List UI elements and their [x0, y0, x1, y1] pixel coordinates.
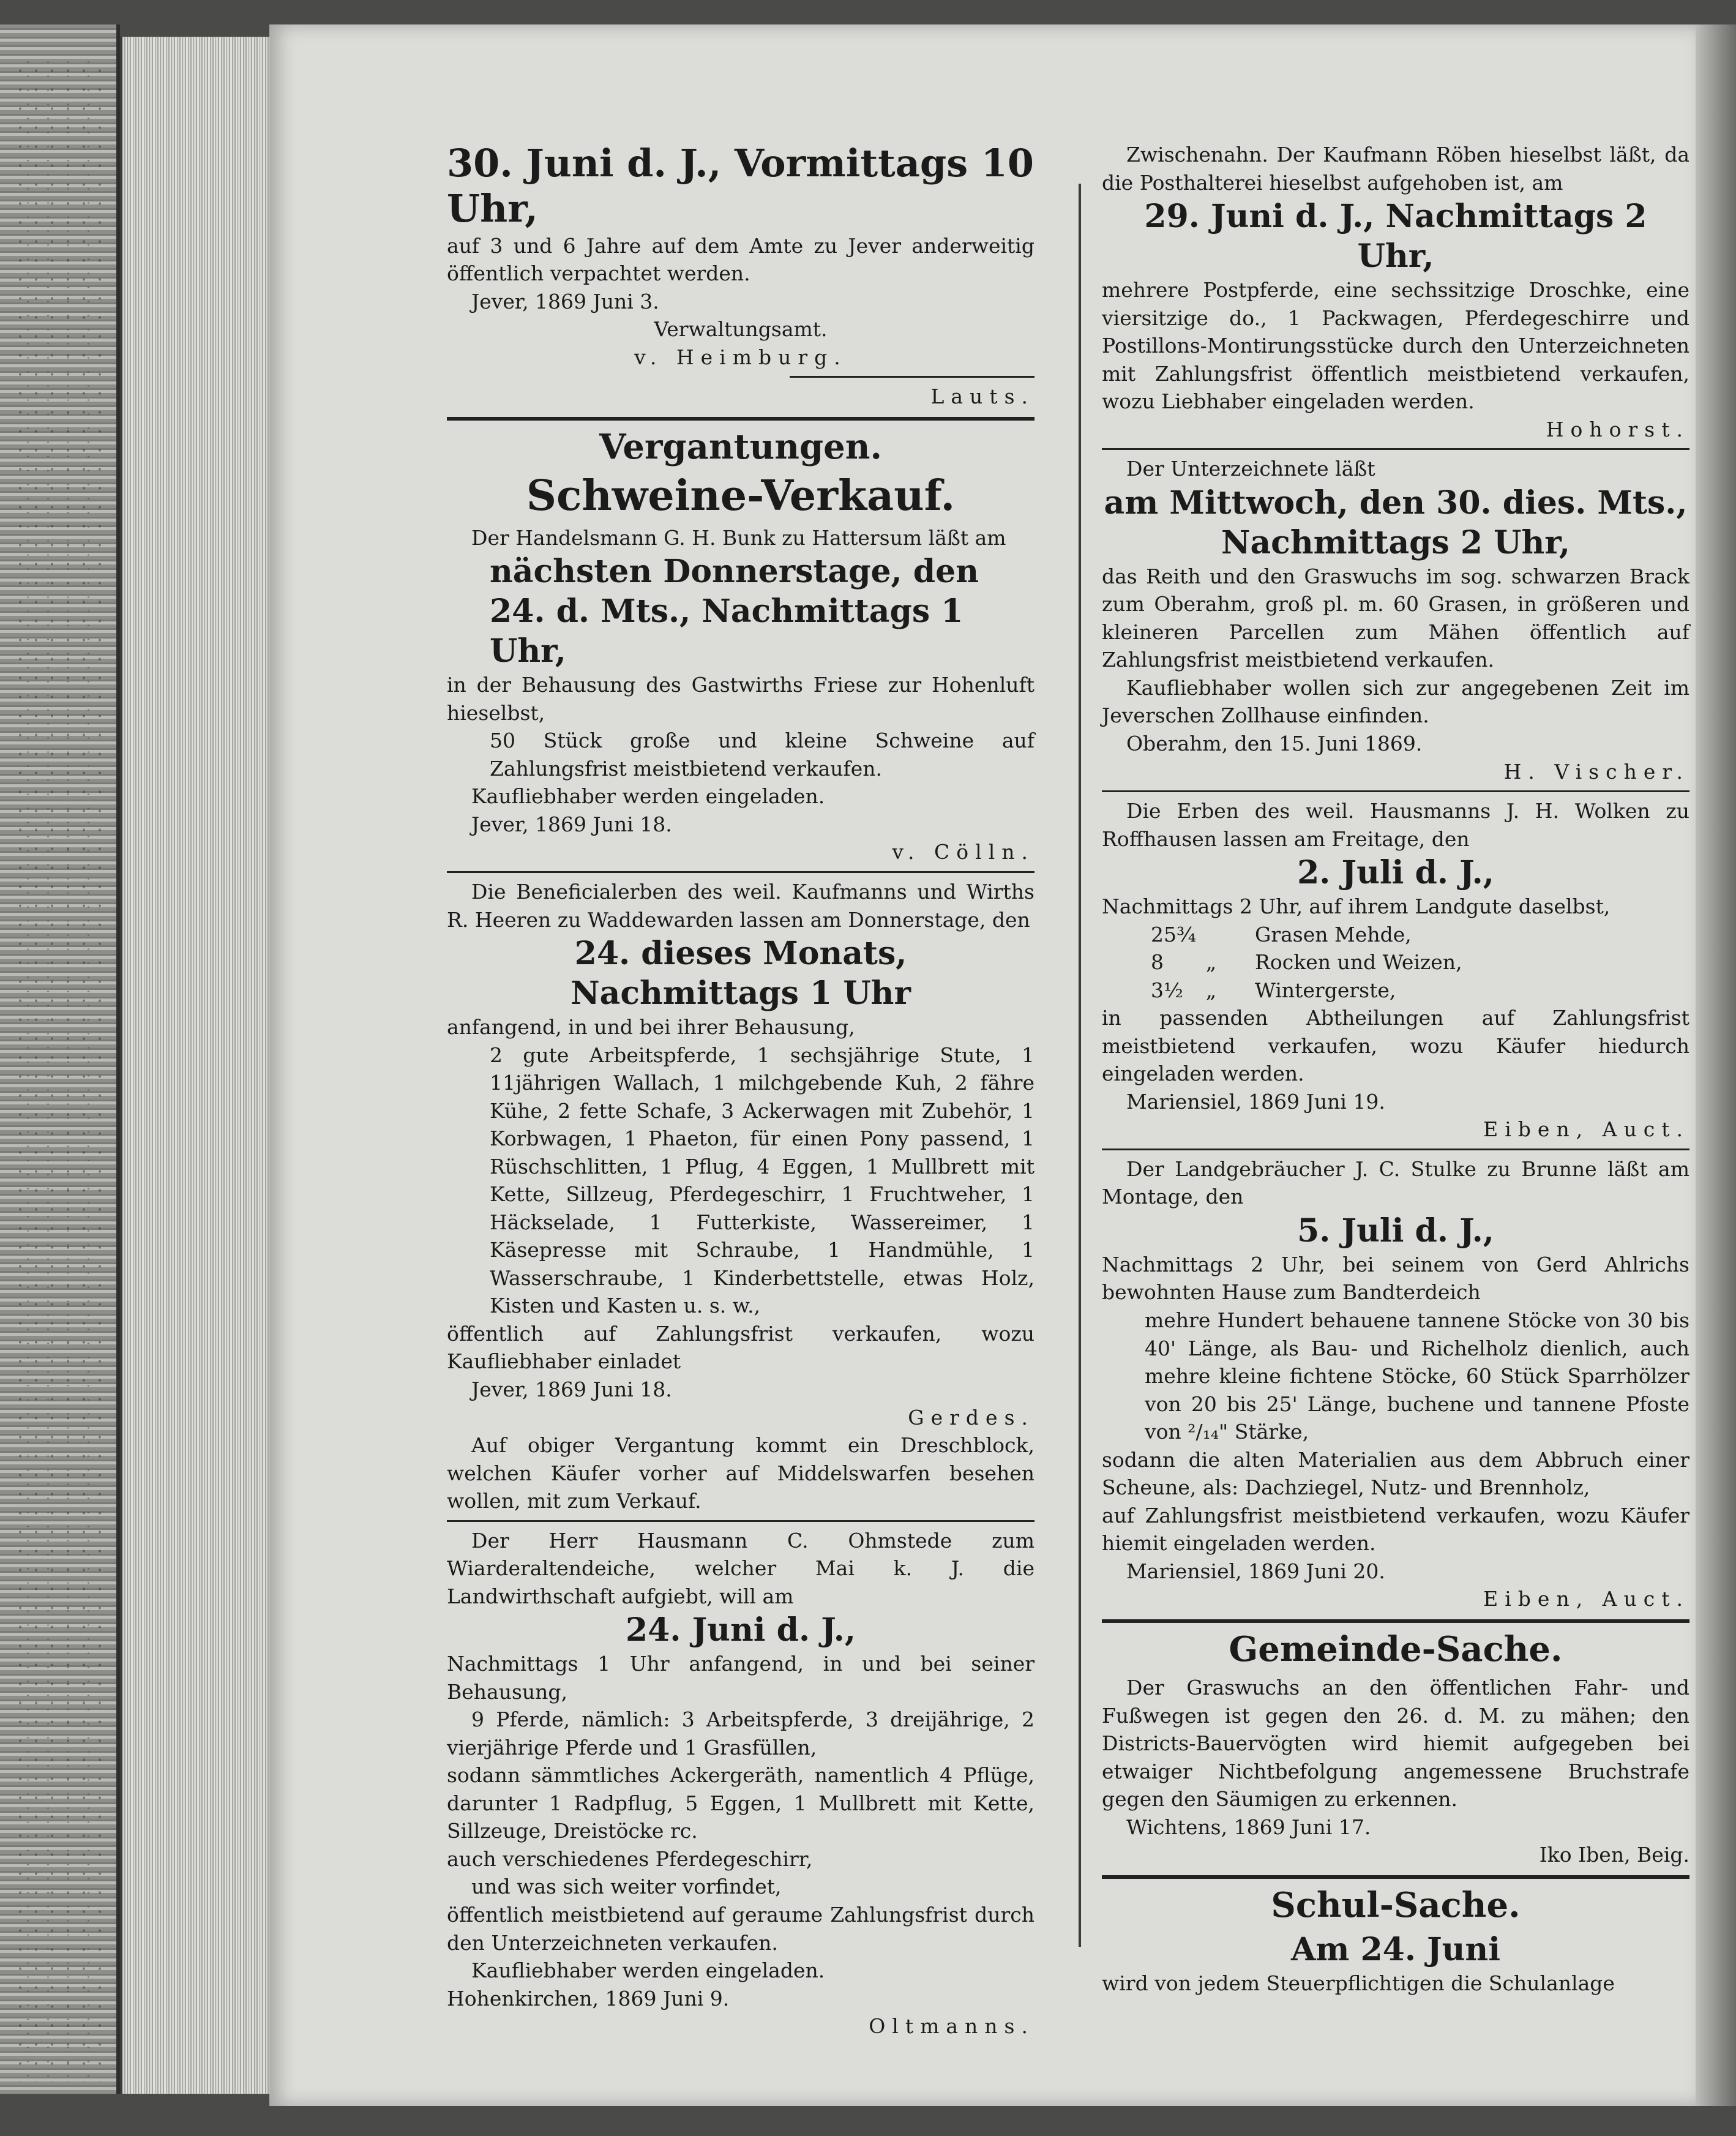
notice-signature: Iko Iben, Beig.	[1539, 1843, 1689, 1867]
notice-rule	[447, 871, 1034, 873]
lot-crop: Grasen Mehde,	[1255, 922, 1412, 946]
notice-signature: v. Heimburg.	[634, 345, 847, 369]
notice-rule	[447, 1520, 1034, 1522]
notice-note: Auf obiger Vergantung kommt ein Dreschblock, welchen Käufer vorher auf Middelswarfen besehen wollen, mit zum Verkauf.	[447, 1433, 1034, 1513]
notice-rule	[1102, 790, 1689, 792]
notice-date: am Mittwoch, den 30. dies. Mts., Nachmittags 2 Uhr,	[1104, 484, 1688, 561]
page-right-edge	[1696, 24, 1736, 2106]
notice-item-list: sodann sämmtliches Ackergeräth, namentlich 4 Pflüge, darunter 1 Radpflug, 5 Eggen, 1 Mullbrett mit Kette, Sillzeuge, Dreistöcke rc.	[447, 1763, 1034, 1843]
lot-crop: Rocken und Weizen,	[1255, 950, 1462, 975]
notice-place-date: Hohenkirchen, 1869 Juni 9.	[447, 1986, 730, 2010]
notice-date: 24. dieses Monats,	[574, 935, 907, 973]
notice-date: Am 24. Juni	[1290, 1930, 1500, 1968]
notice-office: Verwaltungsamt.	[654, 317, 828, 342]
notice-text: Zwischenahn. Der Kaufmann Röben hieselbst läßt, da die Posthalterei hieselbst aufgehoben ist, am	[1102, 143, 1689, 195]
notice-place-date: Jever, 1869 Juni 18.	[471, 812, 672, 836]
section-rule	[447, 417, 1034, 421]
notice-text: in der Behausung des Gastwirths Friese zur Hohenluft hieselbst,	[447, 673, 1034, 725]
notice-text: Kaufliebhaber werden eingeladen.	[471, 784, 825, 809]
notice-date: Nachmittags 1 Uhr	[571, 975, 911, 1013]
notice-place-date: Mariensiel, 1869 Juni 20.	[1126, 1559, 1385, 1583]
left-column	[447, 141, 1034, 2040]
section-heading: Vergantungen.	[599, 426, 882, 467]
notice-place-date: Jever, 1869 Juni 3.	[471, 289, 659, 313]
section-heading: Schul-Sache.	[1271, 1884, 1521, 1925]
notice-signature: Hohorst.	[1546, 417, 1689, 441]
notice-text: das Reith und den Graswuchs im sog. schwarzen Brack zum Oberahm, groß pl. m. 60 Grasen, in größeren und kleineren Parcellen zum Mähen öffentlich auf Zahlungsfrist meistbietend verkaufen.	[1102, 564, 1689, 672]
notice-item-list: 9 Pferde, nämlich: 3 Arbeitspferde, 3 dreijährige, 2 vierjährige Pferde und 1 Grasfüllen,	[447, 1707, 1034, 1759]
lot-ditto	[1206, 921, 1255, 949]
notice-rule	[1102, 448, 1689, 450]
notice-text: Der Herr Hausmann C. Ohmstede zum Wiarderaltendeiche, welcher Mai k. J. die Landwirthschaft aufgiebt, will am	[447, 1528, 1034, 1608]
notice-text: anfangend, in und bei ihrer Behausung,	[447, 1015, 855, 1040]
notice-text: Der Handelsmann G. H. Bunk zu Hattersum läßt am	[471, 525, 1006, 550]
notice-text: Der Graswuchs an den öffentlichen Fahr- und Fußwegen ist gegen den 26. d. M. zu mähen; den Districts-Bauervögten wird hiemit aufgegeben bei etwaiger Nichtbefolgung angemessene Bruchstrafe gegen den Säumigen zu erkennen.	[1102, 1676, 1689, 1812]
notice-text: Die Erben des weil. Hausmanns J. H. Wolken zu Roffhausen lassen am Freitage, den	[1102, 799, 1689, 851]
lot-amount: 3½	[1151, 978, 1183, 1002]
notice-signature: Eiben, Auct.	[1483, 1587, 1689, 1611]
lot-ditto: „	[1206, 950, 1217, 975]
notice-signature: v. Cölln.	[892, 840, 1034, 864]
cover-marbling	[12, 61, 104, 2082]
notice-text: Kaufliebhaber werden eingeladen.	[471, 1958, 825, 1983]
notice-item-list: 2 gute Arbeitspferde, 1 sechsjährige Stute, 1 11jährigen Wallach, 1 milchgebende Kuh, 2 fähre Kühe, 2 fette Schafe, 3 Ackerwagen mit Zubehör, 1 Korbwagen, 1 Phaeton, für einen Pony passend, 1 Rüschschlitten, 1 Pflug, 4 Eggen, 1 Mullbrett mit Kette, Sillzeug, Pferdegeschirr, 1 Fruchtweher, 1 Häckselade, 1 Futterkiste, Wassereimer, 1 Käsepresse mit Schraube, 1 Handmühle, 1 Wasserschraube, 1 Kinderbettstelle, etwas Holz, Kisten und Kasten u. s. w.,	[490, 1043, 1034, 1318]
notice-date: nächsten Donnerstage, den 24. d. Mts., Nachmittags 1 Uhr,	[490, 553, 979, 670]
notice-text: öffentlich auf Zahlungsfrist verkaufen, wozu Kaufliebhaber einladet	[447, 1321, 1034, 1374]
notice-text: Die Beneficialerben des weil. Kaufmanns und Wirths R. Heeren zu Waddewarden lassen am Donnerstage, den	[447, 880, 1034, 932]
notice-text: Der Landgebräucher J. C. Stulke zu Brunne läßt am Montage, den	[1102, 1156, 1689, 1209]
notice-text: Kaufliebhaber wollen sich zur angegebenen Zeit im Jeverschen Zollhause einfinden.	[1102, 675, 1689, 728]
notice-date: 2. Juli d. J.,	[1297, 854, 1494, 892]
notice-text: in passenden Abtheilungen auf Zahlungsfrist meistbietend verkaufen, wozu Käufer hiedurch eingeladen werden.	[1102, 1006, 1689, 1086]
notice-item-list: auch verschiedenes Pferdegeschirr,	[447, 1846, 813, 1871]
notice-signature: H. Vischer.	[1503, 759, 1689, 784]
notice-text: öffentlich meistbietend auf geraume Zahlungsfrist durch den Unterzeichneten verkaufen.	[447, 1903, 1034, 1955]
lot-amount: 25¾	[1151, 922, 1196, 946]
notice-text: mehrere Postpferde, eine sechssitzige Droschke, eine viersitzige do., 1 Packwagen, Pferdegeschirre und Postillons-Montirungsstücke durch den Unterzeichneten mit Zahlungsfrist öffentlich meistbietend verkaufen, wozu Liebhaber eingeladen werden.	[1102, 278, 1689, 414]
right-column	[1102, 141, 1689, 1997]
notice-place-date: Oberahm, den 15. Juni 1869.	[1126, 731, 1423, 755]
notice-item-list: mehre Hundert behauene tannene Stöcke von 30 bis 40' Länge, als Bau- und Richelholz dienlich, auch mehre kleine fichtene Stöcke, 60 Stück Sparrhölzer von 20 bis 25' Länge, buchene und tannene Pfoste von ²/₁₄" Stärke,	[1145, 1308, 1689, 1444]
column-divider	[1079, 184, 1081, 1947]
lot-crop: Wintergerste,	[1255, 978, 1396, 1002]
notice-date: 29. Juni d. J., Nachmittags 2 Uhr,	[1144, 198, 1647, 275]
section-heading: Gemeinde-Sache.	[1229, 1628, 1563, 1669]
page-stack-edges	[120, 37, 269, 2094]
notice-text: Nachmittags 2 Uhr, auf ihrem Landgute daselbst,	[1102, 894, 1611, 919]
notice-text: auf 3 und 6 Jahre auf dem Amte zu Jever anderweitig öffentlich verpachtet werden.	[447, 233, 1034, 286]
lot-ditto: „	[1206, 978, 1217, 1002]
notice-text: Nachmittags 1 Uhr anfangend, in und bei seiner Behausung,	[447, 1652, 1034, 1704]
lot-amount: 8	[1151, 950, 1164, 975]
notice-place-date: Mariensiel, 1869 Juni 19.	[1126, 1089, 1385, 1114]
notice-signature: Oltmanns.	[869, 2014, 1034, 2039]
notice-signature: Lauts.	[930, 384, 1034, 409]
notice-text: 50 Stück große und kleine Schweine auf Zahlungsfrist meistbietend verkaufen.	[490, 729, 1034, 781]
notice-heading: Schweine-Verkauf.	[526, 471, 956, 521]
notice-item-list: und was sich weiter vorfindet,	[471, 1875, 782, 1899]
notice-date: 5. Juli d. J.,	[1297, 1212, 1494, 1250]
notice-text: wird von jedem Steuerpflichtigen die Schulanlage	[1102, 1971, 1615, 1995]
notice-place-date: Wichtens, 1869 Juni 17.	[1126, 1815, 1371, 1839]
book-cover-edge	[0, 24, 120, 2094]
notice-signature: Gerdes.	[908, 1405, 1034, 1430]
notice-rule	[1102, 1149, 1689, 1150]
notice-date: 24. Juni d. J.,	[626, 1611, 856, 1649]
notice-text: sodann die alten Materialien aus dem Abbruch einer Scheune, als: Dachziegel, Nutz- und Brennholz,	[1102, 1447, 1689, 1500]
section-rule	[1102, 1619, 1689, 1623]
notice-date: 30. Juni d. J., Vormittags 10 Uhr,	[447, 141, 1034, 231]
notice-text: Der Unterzeichnete läßt	[1126, 457, 1375, 481]
section-rule	[1102, 1875, 1689, 1879]
notice-text: auf Zahlungsfrist meistbietend verkaufen, wozu Käufer hiemit eingeladen werden.	[1102, 1503, 1689, 1556]
land-lot-table	[1102, 921, 1689, 1005]
notice-signature: Eiben, Auct.	[1483, 1117, 1689, 1142]
notice-place-date: Jever, 1869 Juni 18.	[471, 1377, 672, 1401]
notice-text: Nachmittags 2 Uhr, bei seinem von Gerd Ahlrichs bewohnten Hause zum Bandterdeich	[1102, 1252, 1689, 1305]
signature-rule	[790, 376, 1034, 378]
